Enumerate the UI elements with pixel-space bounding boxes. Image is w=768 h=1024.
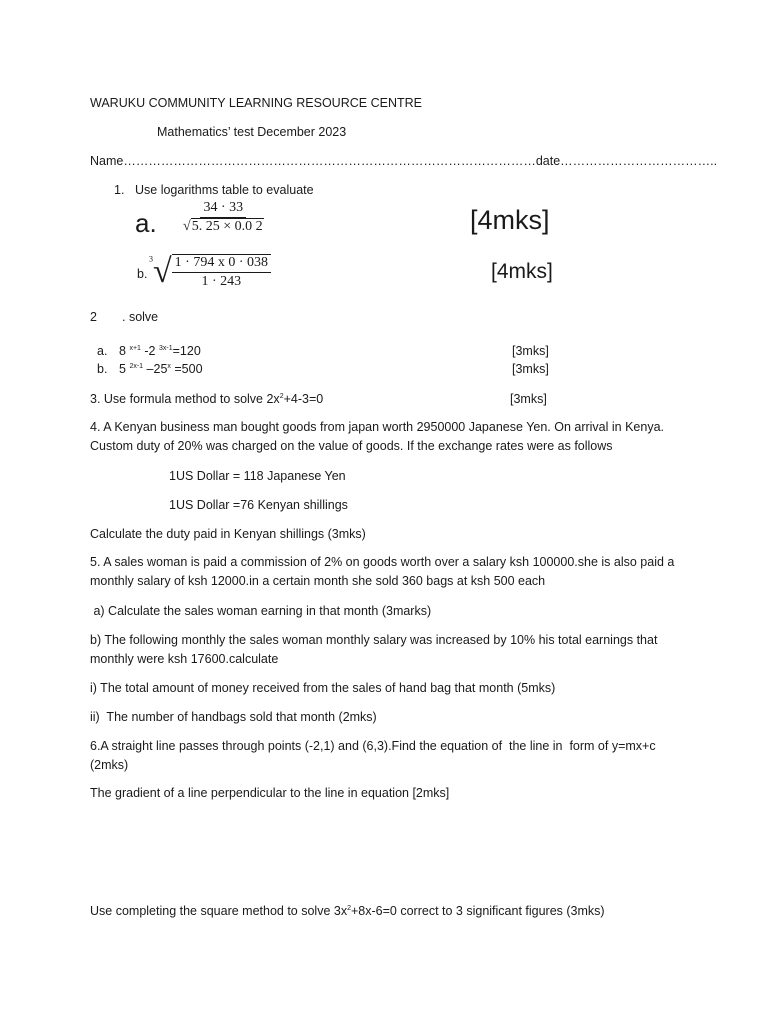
q5-ii-text: ii) The number of handbags sold that month (2mks) — [90, 710, 377, 724]
q1b-denominator: 1 · 243 — [201, 273, 242, 289]
q1a-denominator: √5. 25 × 0.0 2 — [183, 218, 263, 234]
q1-instruction: Use logarithms table to evaluate — [135, 183, 314, 197]
q2a-equation: 8 $^{x+1}$ -2 $^{3x-1}$=120 — [119, 344, 201, 358]
q1b-root-index: 3 — [149, 254, 153, 264]
q1b-marks: [4mks] — [491, 260, 553, 283]
q1a-numerator: 34 · 33 — [200, 200, 246, 218]
institution-heading: WARUKU COMMUNITY LEARNING RESOURCE CENTRE — [90, 96, 422, 110]
q2-number: 2 — [90, 310, 97, 324]
q4-ask: Calculate the duty paid in Kenyan shillings (3mks) — [90, 527, 366, 541]
q1b-label: b. — [137, 267, 148, 281]
q5-text: 5. A sales woman is paid a commission of 2% on goods worth over a salary ksh 100000.she is also paid a monthly salary of ksh 12000.in a certain month she sold 360 bags at ksh 500 each — [90, 555, 675, 588]
q1a-marks: [4mks] — [470, 205, 550, 235]
q2b-marks: [3mks] — [512, 362, 549, 376]
q3-text: 3. Use formula method to solve $2x^2+4-3=0$ — [90, 392, 324, 406]
q1b-numerator: 1 · 794 x 0 · 038 — [172, 255, 271, 273]
q2b-equation: 5 $^{2x-1}$ $-25^x =500$ — [119, 362, 203, 376]
q2b-label: b. — [97, 362, 108, 376]
q7-text: Use completing the square method to solve $3x^2+8x-6=0$ correct to 3 significant figures (3mks) — [90, 904, 605, 918]
name-date-line: Name………………………………………………………………………………………date……………………………….. — [90, 154, 718, 168]
radical-sign: √ — [153, 253, 172, 291]
q5-i-text: i) The total amount of money received from the sales of hand bag that month (5mks) — [90, 681, 556, 695]
q1a-label: a. — [135, 208, 157, 238]
q4-rate-ksh: 1US Dollar =76 Kenyan shillings — [169, 498, 348, 512]
q2a-marks: [3mks] — [512, 344, 549, 358]
test-title: Mathematics’ test December 2023 — [157, 125, 347, 139]
q3-marks: [3mks] — [510, 392, 547, 406]
q6-text: 6.A straight line passes through points (-2,1) and (6,3).Find the equation of the line in form of y=mx+c (2mks) — [90, 739, 660, 772]
q1b-expression — [149, 254, 271, 290]
q2-instruction: . solve — [122, 310, 159, 324]
q4-text: 4. A Kenyan business man bought goods from japan worth 2950000 Japanese Yen. On arrival in Kenya. Custom duty of 20% was charged on the value of goods. If the exchange rates were as follows — [90, 420, 665, 453]
q5b-text: b) The following monthly the sales woman monthly salary was increased by 10% his total earnings that monthly were ksh 17600.calculate — [90, 633, 658, 666]
q1-number: 1. — [114, 183, 125, 197]
q1a-expression — [180, 200, 267, 235]
q2a-label: a. — [97, 344, 108, 358]
q5a-text: a) Calculate the sales woman earning in that month (3marks) — [90, 604, 432, 618]
q6-gradient: The gradient of a line perpendicular to the line in equation [2mks] — [90, 786, 450, 800]
q4-rate-yen: 1US Dollar = 118 Japanese Yen — [169, 469, 346, 483]
